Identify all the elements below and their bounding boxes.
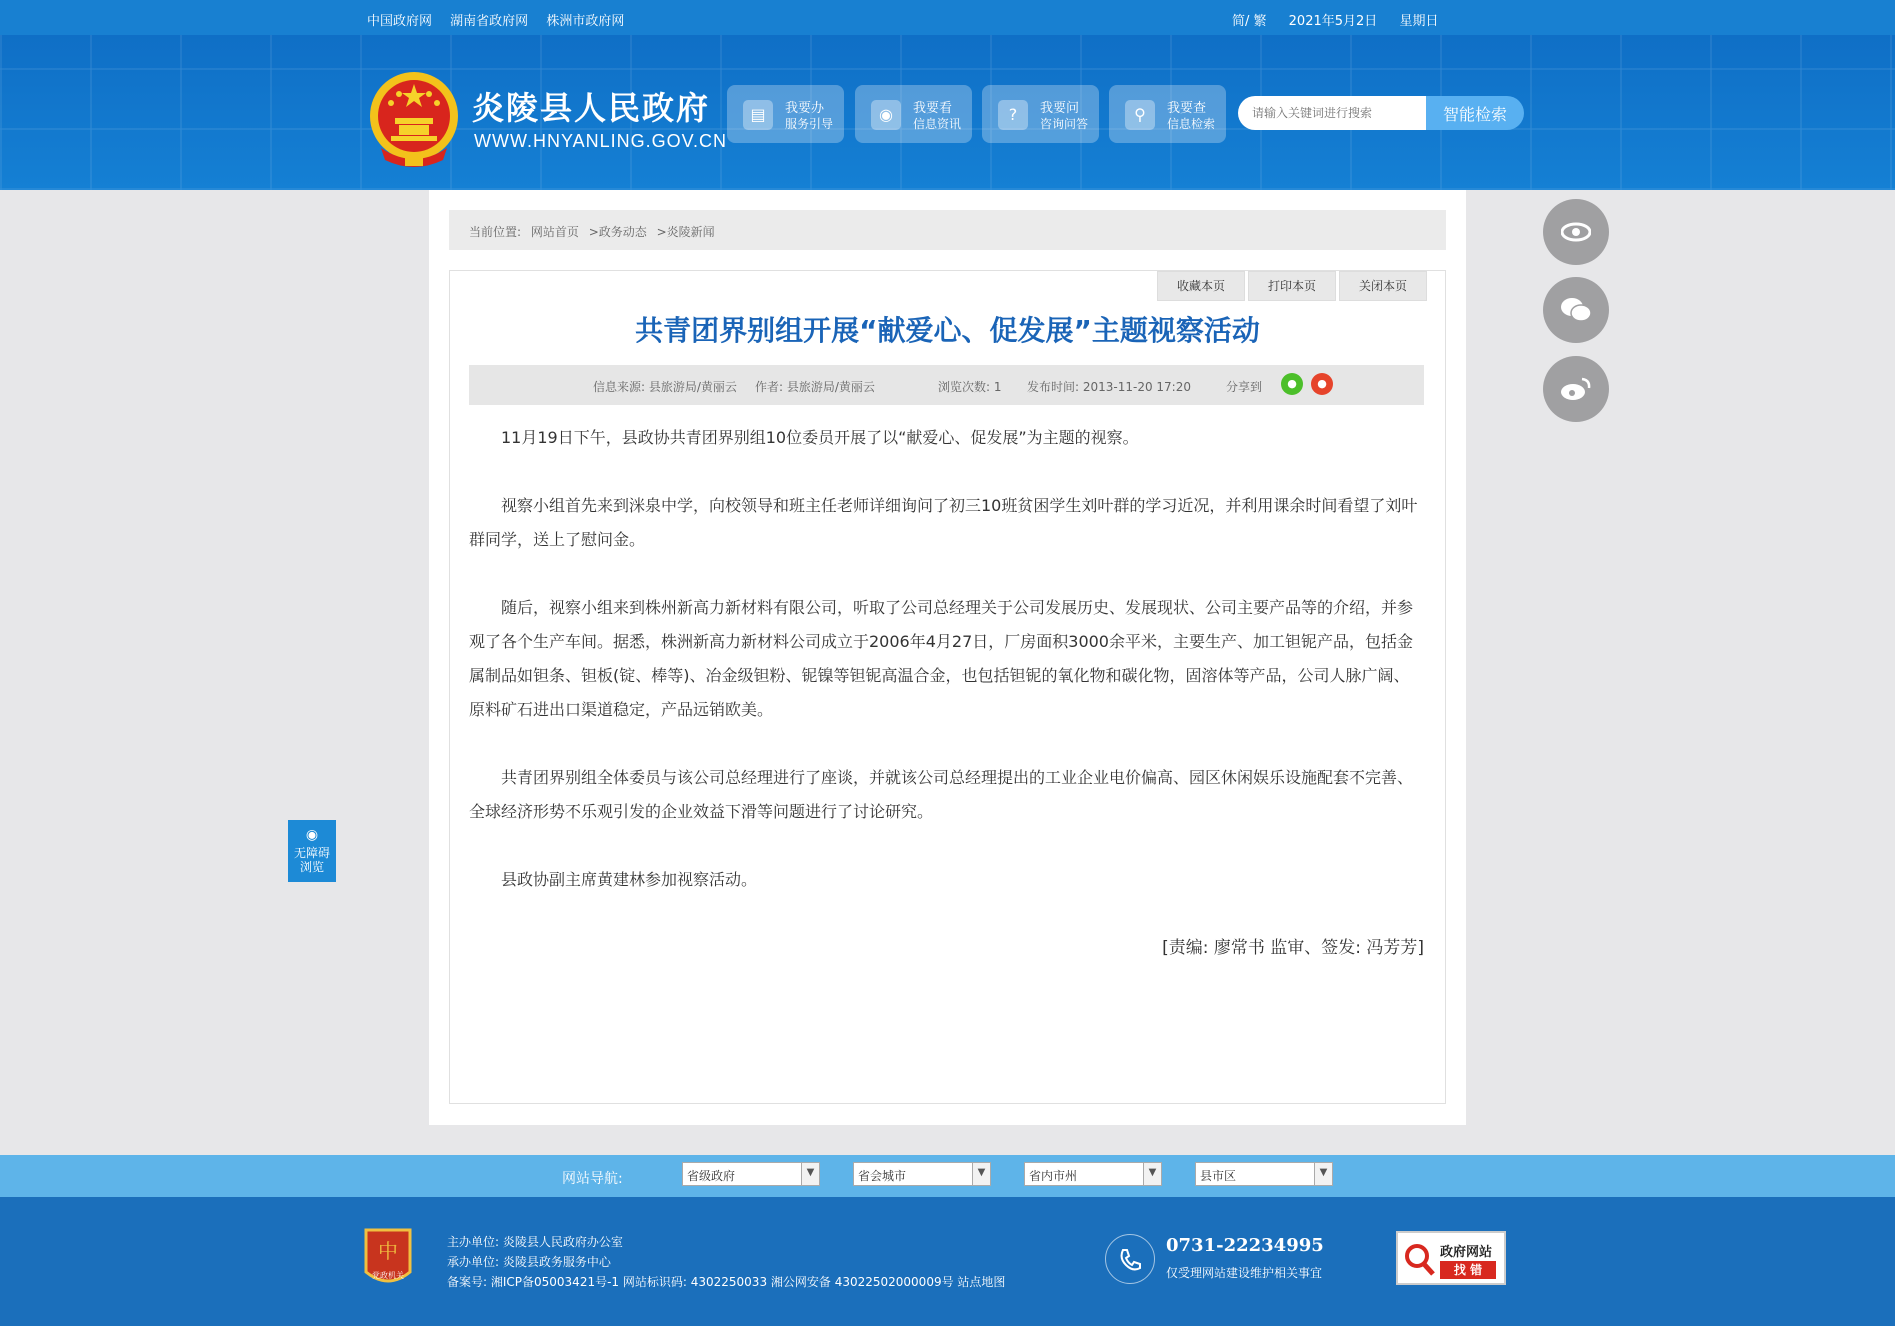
chevron-down-icon: ▼ xyxy=(1143,1163,1161,1185)
search-input[interactable] xyxy=(1238,96,1426,130)
accessibility-button[interactable] xyxy=(288,820,336,882)
breadcrumb-label: 当前位置: xyxy=(469,225,522,239)
article-paragraph: 视察小组首先来到洣泉中学，向校领导和班主任老师详细询问了初三10班贫困学生刘叶群的学习近况，并利用课余时间看望了刘叶群同学，送上了慰问金。 xyxy=(469,496,1418,549)
nav-label: 网站导航: xyxy=(562,1171,623,1187)
article-paragraph: 县政协副主席黄建林参加视察活动。 xyxy=(501,870,758,889)
site-navigation-bar xyxy=(0,1155,1895,1197)
eye-icon: ◉ xyxy=(305,827,319,843)
current-date: 2021年5月2日 xyxy=(1288,14,1378,29)
service-label: 我要问 xyxy=(1040,101,1080,116)
gov-site-error-report-badge[interactable] xyxy=(1396,1231,1506,1285)
site-footer xyxy=(0,1197,1895,1326)
language-switch[interactable]: 简/ 繁 xyxy=(1232,14,1267,29)
select-value: 县市区 xyxy=(1200,1169,1237,1183)
footer-record[interactable]: 备案号: 湘ICP备05003421号-1 网站标识码: 4302250033 湘公网安备 43022502000009号 站点地图 xyxy=(447,1275,1006,1289)
national-emblem-logo[interactable] xyxy=(367,70,461,170)
breadcrumb-gov-news[interactable]: >政务动态 xyxy=(588,225,647,239)
svg-text:党政机关: 党政机关 xyxy=(372,1271,404,1280)
weibo-icon xyxy=(1560,375,1592,403)
service-button-search[interactable] xyxy=(1109,85,1226,143)
float-eye-button[interactable] xyxy=(1543,199,1609,265)
service-button-view[interactable] xyxy=(855,85,972,143)
service-sublabel: 信息资讯 xyxy=(913,117,962,131)
eye-icon xyxy=(1561,218,1591,246)
top-right-info xyxy=(1232,10,1456,29)
close-page-button[interactable]: 关闭本页 xyxy=(1339,271,1427,301)
eye-icon: ◉ xyxy=(871,100,901,130)
footer-phone-note: 仅受理网站建设维护相关事宜 xyxy=(1166,1266,1323,1280)
magnifier-icon xyxy=(1404,1243,1436,1277)
article-title: 共青团界别组开展“献爱心、促发展”主题视察活动 xyxy=(635,314,1260,347)
phone-icon xyxy=(1105,1234,1155,1284)
print-page-button[interactable]: 打印本页 xyxy=(1248,271,1336,301)
service-label: 我要看 xyxy=(913,101,953,116)
chevron-down-icon: ▼ xyxy=(972,1163,990,1185)
footer-sponsor: 主办单位: 炎陵县人民政府办公室 xyxy=(447,1235,623,1249)
article-paragraph: 共青团界别组全体委员与该公司总经理进行了座谈，并就该公司总经理提出的工业企业电价偏高、园区休闲娱乐设施配套不完善、全球经济形势不乐观引发的企业效益下滑等问题进行了讨论研究。 xyxy=(469,768,1414,821)
top-bar xyxy=(0,0,1895,35)
article-body xyxy=(469,421,1424,965)
accessibility-label: 浏览 xyxy=(299,860,324,874)
article-paragraph: 11月19日下午，县政协共青团界别组10位委员开展了以“献爱心、促发展”为主题的视察。 xyxy=(501,428,1139,447)
share-weibo-icon[interactable]: ● xyxy=(1311,373,1333,395)
meta-published: 发布时间: 2013-11-20 17:20 xyxy=(1027,380,1191,394)
article xyxy=(449,270,1446,1104)
link-zhuzhou-gov[interactable]: 株洲市政府网 xyxy=(546,14,625,29)
site-header xyxy=(0,35,1895,190)
footer-undertaker: 承办单位: 炎陵县政务服务中心 xyxy=(447,1255,611,1269)
select-province-cities[interactable] xyxy=(1024,1162,1162,1186)
site-title[interactable]: 炎陵县人民政府 xyxy=(472,89,711,127)
service-sublabel: 信息检索 xyxy=(1167,117,1216,131)
svg-text:中: 中 xyxy=(378,1239,398,1263)
select-value: 省级政府 xyxy=(687,1169,736,1183)
link-gov-cn[interactable]: 中国政府网 xyxy=(367,14,433,29)
smart-search-button[interactable]: 智能检索 xyxy=(1426,96,1524,130)
breadcrumb-yanling-news[interactable]: >炎陵新闻 xyxy=(656,225,715,239)
service-sublabel: 咨询问答 xyxy=(1040,117,1089,131)
select-value: 省会城市 xyxy=(858,1169,907,1183)
bookmark-page-button[interactable]: 收藏本页 xyxy=(1157,271,1245,301)
party-gov-logo[interactable] xyxy=(362,1228,414,1290)
select-provincial-capital[interactable] xyxy=(853,1162,991,1186)
footer-phone: 0731-22234995 xyxy=(1166,1235,1324,1256)
site-url: WWW.HNYANLING.GOV.CN xyxy=(474,131,728,151)
wechat-icon xyxy=(1560,296,1592,324)
float-weibo-button[interactable] xyxy=(1543,356,1609,422)
service-button-ask[interactable] xyxy=(982,85,1099,143)
service-label: 我要查 xyxy=(1167,101,1207,116)
article-editor: [责编: 廖常书 监审、签发: 冯芳芳] xyxy=(1162,938,1424,958)
question-icon: ? xyxy=(998,100,1028,130)
link-hunan-gov[interactable]: 湖南省政府网 xyxy=(450,14,529,29)
float-wechat-button[interactable] xyxy=(1543,277,1609,343)
badge-action: 找 错 xyxy=(1440,1261,1496,1279)
meta-source: 信息来源: 县旅游局/黄丽云 xyxy=(593,380,737,394)
search-box xyxy=(1238,96,1524,130)
share-wechat-icon[interactable]: ● xyxy=(1281,373,1303,395)
main-panel xyxy=(429,190,1466,1125)
breadcrumb xyxy=(449,210,1446,250)
select-value: 省内市州 xyxy=(1029,1169,1078,1183)
badge-title: 政府网站 xyxy=(1440,1245,1493,1260)
chevron-down-icon: ▼ xyxy=(801,1163,819,1185)
service-button-handle[interactable] xyxy=(727,85,844,143)
meta-views: 浏览次数: 1 xyxy=(938,380,1002,394)
select-provincial-gov[interactable] xyxy=(682,1162,820,1186)
article-paragraph: 随后，视察小组来到株州新高力新材料有限公司，听取了公司总经理关于公司发展历史、发展现状、公司主要产品等的介绍，并参观了各个生产车间。据悉，株洲新高力新材料公司成立于2006年4月27日，厂房面积3000余平米，主要生产、加工钽铌产品，包括金属制品如钽条、钽板(锭、棒等)、冶金级钽粉、铌镍等钽铌高温合金，也包括钽铌的氧化物和碳化物，固溶体等产品，公司人脉广阔、原料矿石进出口渠道稳定，产品远销欧美。 xyxy=(469,598,1414,719)
document-icon: ▤ xyxy=(743,100,773,130)
service-label: 我要办 xyxy=(785,101,825,116)
service-sublabel: 服务引导 xyxy=(785,117,834,131)
chevron-down-icon: ▼ xyxy=(1314,1163,1332,1185)
meta-author: 作者: 县旅游局/黄丽云 xyxy=(755,380,875,394)
current-weekday: 星期日 xyxy=(1399,14,1439,29)
search-icon: ⚲ xyxy=(1125,100,1155,130)
accessibility-label: 无障碍 xyxy=(293,846,330,860)
select-counties[interactable] xyxy=(1195,1162,1333,1186)
article-meta xyxy=(469,365,1424,405)
footer-info xyxy=(447,1232,1005,1292)
top-links xyxy=(367,10,638,29)
breadcrumb-home[interactable]: 网站首页 xyxy=(530,225,579,239)
meta-share-label: 分享到 xyxy=(1226,380,1263,394)
